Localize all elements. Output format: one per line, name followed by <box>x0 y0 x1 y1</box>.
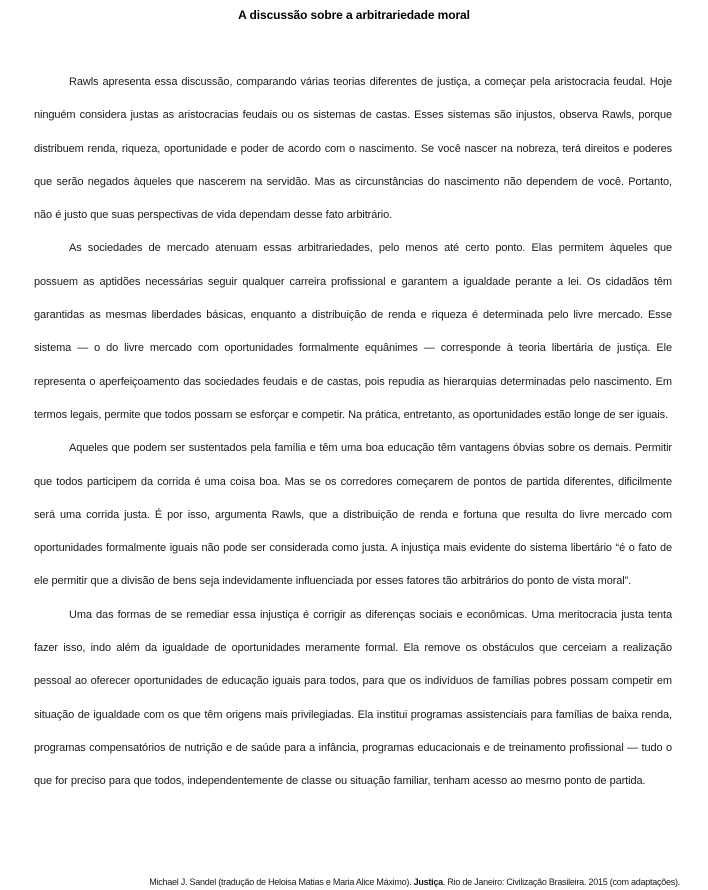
document-title: A discussão sobre a arbitrariedade moral <box>238 8 470 22</box>
citation-publisher-year: . Rio de Janeiro: Civilização Brasileira. 2015 (com adaptações). <box>442 877 680 887</box>
document-body <box>34 66 672 799</box>
paragraph-rawls-feudal: Rawls apresenta essa discussão, comparando várias teorias diferentes de justiça, a começar pela aristocracia feudal. Hoje ninguém considera justas as aristocracias feudais ou os sistemas de castas. Esses sistemas são injustos, observa Rawls, porque distribuem renda, riqueza, oportunidade e poder de acordo com o nascimento. Se você nascer na nobreza, terá direitos e poderes que serão negados àqueles que nascerem na servidão. Mas as circunstâncias do nascimento não dependem de você. Portanto, não é justo que suas perspectivas de vida dependam desse fato arbitrário. <box>34 76 672 222</box>
citation <box>149 877 680 887</box>
citation-author-translators: Michael J. Sandel (tradução de Heloisa Matias e Maria Alice Máximo). <box>149 877 414 887</box>
citation-book-title: Justiça <box>413 877 443 887</box>
paragraph-market-societies: As sociedades de mercado atenuam essas arbitrariedades, pelo menos até certo ponto. Elas permitem àqueles que possuem as aptidões necessárias seguir qualquer carreira profissional e garantem a igualdade perante a lei. Os cidadãos têm garantidas as mesmas liberdades básicas, enquanto a distribuição de renda e riqueza é determinada pelo livre mercado. Esse sistema — o do livre mercado com oportunidades formalmente equânimes — corresponde à teoria libertária de justiça. Ele representa o aperfeiçoamento das sociedades feudais e de castas, pois repudia as hierarquias determinadas pelo nascimento. Em termos legais, permite que todos possam se esforçar e competir. Na prática, entretanto, as oportunidades estão longe de ser iguais. <box>34 242 672 421</box>
paragraph-meritocracy: Uma das formas de se remediar essa injustiça é corrigir as diferenças sociais e econômicas. Uma meritocracia justa tenta fazer isso, indo além da igualdade de oportunidades meramente formal. Ela remove os obstáculos que cerceiam a realização pessoal ao oferecer oportunidades de educação iguais para todos, para que os indivíduos de famílias pobres possam competir em situação de igualdade com os que têm origens mais privilegiadas. Ela institui programas assistenciais para famílias de baixa renda, programas compensatórios de nutrição e de saúde para a infância, programas educacionais e de treinamento profissional — tudo o que for preciso para que todos, independentemente de classe ou situação familiar, tenham acesso ao mesmo ponto de partida. <box>34 608 672 788</box>
paragraph-fair-race: Aqueles que podem ser sustentados pela família e têm uma boa educação têm vantagens óbvias sobre os demais. Permitir que todos participem da corrida é uma coisa boa. Mas se os corredores começarem de pontos de partida diferentes, dificilmente será uma corrida justa. É por isso, argumenta Rawls, que a distribuição de renda e fortuna que resulta do livre mercado com oportunidades formalmente iguais não pode ser considerada como justa. A injustiça mais evidente do sistema libertário “é o fato de ele permitir que a divisão de bens seja indevidamente influenciada por esses fatores tão arbitrários do ponto de vista moral”. <box>34 442 672 588</box>
